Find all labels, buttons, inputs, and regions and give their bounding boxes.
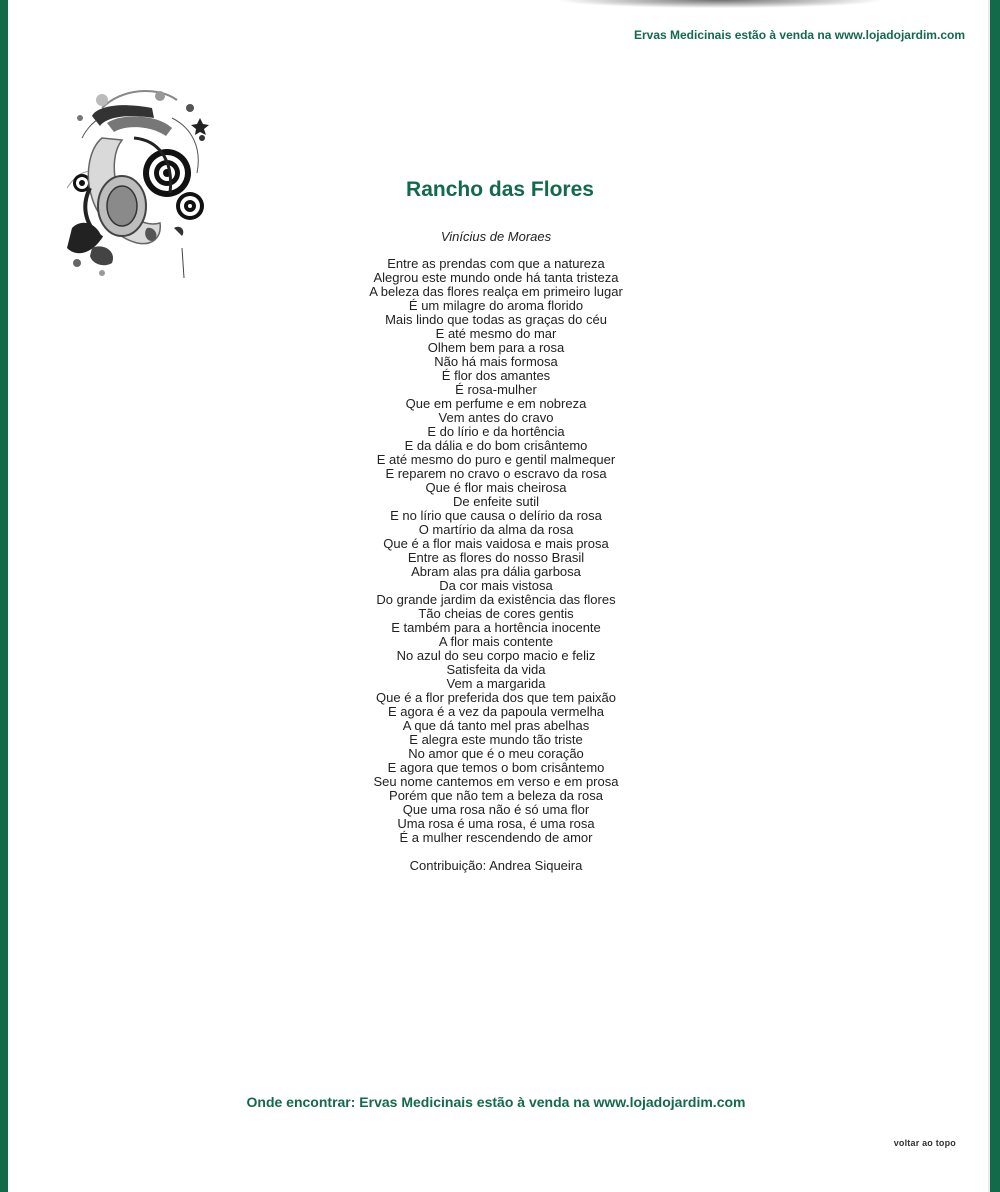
poem-line: Não há mais formosa	[434, 354, 558, 369]
poem-line: Seu nome cantemos em verso e em prosa	[373, 774, 619, 789]
poem-line: Vem antes do cravo	[438, 410, 554, 425]
poem-line: É flor dos amantes	[441, 368, 551, 383]
poem-line: Satisfeita da vida	[446, 662, 546, 677]
page-title: Rancho das Flores	[406, 178, 594, 201]
author-name: Vinícius de Moraes	[440, 229, 552, 244]
poem-line: De enfeite sutil	[453, 494, 539, 509]
poem-line: O martírio da alma da rosa	[418, 522, 574, 537]
poem-line: Tão cheias de cores gentis	[418, 606, 574, 621]
back-to-top-link[interactable]: voltar ao topo	[893, 1138, 956, 1148]
poem-line: E reparem no cravo o escravo da rosa	[385, 466, 607, 481]
poem-line: Da cor mais vistosa	[439, 578, 553, 593]
poem-line: A beleza das flores realça em primeiro lugar	[369, 284, 623, 299]
poem-line: Que é flor mais cheirosa	[425, 480, 567, 495]
poem-line: Vem a margarida	[446, 676, 546, 691]
poem-line: Mais lindo que todas as graças do céu	[385, 312, 607, 327]
shop-link-top[interactable]: Ervas Medicinais estão à venda na www.lojadojardim.com	[633, 28, 965, 42]
poem-line: E agora que temos o bom crisântemo	[387, 760, 605, 775]
poem-line: E alegra este mundo tão triste	[409, 732, 583, 747]
poem-line: E no lírio que causa o delírio da rosa	[390, 508, 602, 523]
poem-line: Olhem bem para a rosa	[427, 340, 565, 355]
poem-line: A flor mais contente	[438, 634, 554, 649]
poem-line: Que em perfume e em nobreza	[405, 396, 587, 411]
poem-line: Abram alas pra dália garbosa	[411, 564, 581, 579]
poem-line: Entre as prendas com que a natureza	[387, 256, 605, 271]
poem-line: Do grande jardim da existência das flores	[376, 592, 616, 607]
contribution-credit: Contribuição: Andrea Siqueira	[409, 858, 583, 873]
poem-line: No amor que é o meu coração	[408, 746, 584, 761]
where-to-buy-link[interactable]: Onde encontrar: Ervas Medicinais estão à venda na www.lojadojardim.com	[246, 1094, 746, 1110]
article-content	[8, 229, 984, 873]
poem-line: Que é a flor mais vaidosa e mais prosa	[383, 536, 609, 551]
poem-line: Uma rosa é uma rosa, é uma rosa	[397, 816, 595, 831]
poem-line: Porém que não tem a beleza da rosa	[389, 788, 603, 803]
top-shadow	[560, 0, 880, 8]
poem-line: Entre as flores do nosso Brasil	[407, 550, 585, 565]
poem-line: E agora é a vez da papoula vermelha	[387, 704, 605, 719]
poem-line: E até mesmo do mar	[435, 326, 557, 341]
poem-lyrics	[8, 257, 984, 845]
poem-line: E também para a hortência inocente	[391, 620, 601, 635]
poem-line: Que uma rosa não é só uma flor	[402, 802, 590, 817]
poem-line: É rosa-mulher	[455, 382, 537, 397]
poem-line: Alegrou este mundo onde há tanta tristeza	[373, 270, 619, 285]
poem-line: É um milagre do aroma florido	[408, 298, 584, 313]
poem-line: E do lírio e da hortência	[427, 424, 565, 439]
poem-line: E até mesmo do puro e gentil malmequer	[376, 452, 616, 467]
poem-line: E da dália e do bom crisântemo	[404, 438, 588, 453]
poem-line: Que é a flor preferida dos que tem paixão	[376, 690, 616, 705]
poem-line: No azul do seu corpo macio e feliz	[396, 648, 596, 663]
poem-line: A que dá tanto mel pras abelhas	[402, 718, 590, 733]
poem-line: É a mulher rescendendo de amor	[399, 830, 593, 845]
